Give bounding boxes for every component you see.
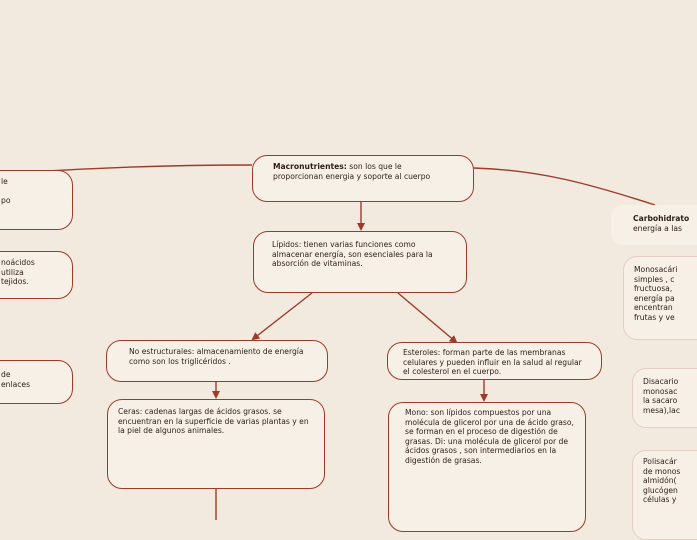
node-mono[interactable]	[388, 402, 586, 532]
mono-text: Mono: son lípidos compuestos por una molécula de glicerol por una de ácido graso, se forman en el proceso de digestión de grasas. Di: una molécula de glicerol por de ácidos grasos , son intermediarios en la digestión de grasas.	[405, 408, 574, 465]
node-left-b[interactable]: noácidos utiliza tejidos.	[0, 251, 73, 299]
carbohidratos-title: Carbohidrato	[633, 214, 690, 223]
node-lipidos[interactable]	[253, 231, 467, 293]
node-macronutrientes[interactable]	[252, 155, 474, 202]
node-left-c[interactable]: de enlaces	[0, 360, 73, 404]
node-esteroles[interactable]	[387, 342, 602, 380]
lipidos-text: Lípidos: tienen varias funciones como almacenar energía, son esenciales para la absorción de vitaminas.	[272, 240, 433, 269]
link-lipidos-esteroles	[398, 293, 456, 342]
carbohidratos-text: energía a las	[633, 223, 682, 233]
macronutrientes-title: Macronutrientes:	[273, 162, 347, 171]
node-ceras[interactable]	[107, 399, 325, 489]
no-estructurales-text: No estructurales: almacenamiento de energía como son los triglicéridos .	[129, 347, 304, 366]
node-carbohidratos[interactable]	[611, 205, 697, 245]
node-monosacaridos[interactable]: Monosacári simples , c fructuosa, energía pa encentran frutas y ve	[623, 256, 697, 340]
macronutrientes-text: son los que le proporcionan energia y soporte al cuerpo	[273, 162, 431, 181]
esteroles-text: Esteroles: forman parte de las membranas celulares y pueden influir en la salud al regular el colesterol en el cuerpo.	[403, 348, 582, 377]
node-left-a[interactable]: le po	[0, 170, 73, 230]
node-disacaridos[interactable]: Disacario monosac la sacaro mesa),lac	[632, 368, 697, 428]
ceras-text: Ceras: cadenas largas de ácidos grasos. se encuentran en la superficie de varias plantas y en la piel de algunos animales.	[118, 407, 309, 436]
node-no-estructurales[interactable]	[106, 340, 328, 382]
node-polisacaridos[interactable]: Polisacár de monos almidón( glucógen células y	[632, 450, 697, 540]
link-lipidos-noestructurales	[253, 293, 312, 339]
link-macro-right	[474, 168, 655, 205]
